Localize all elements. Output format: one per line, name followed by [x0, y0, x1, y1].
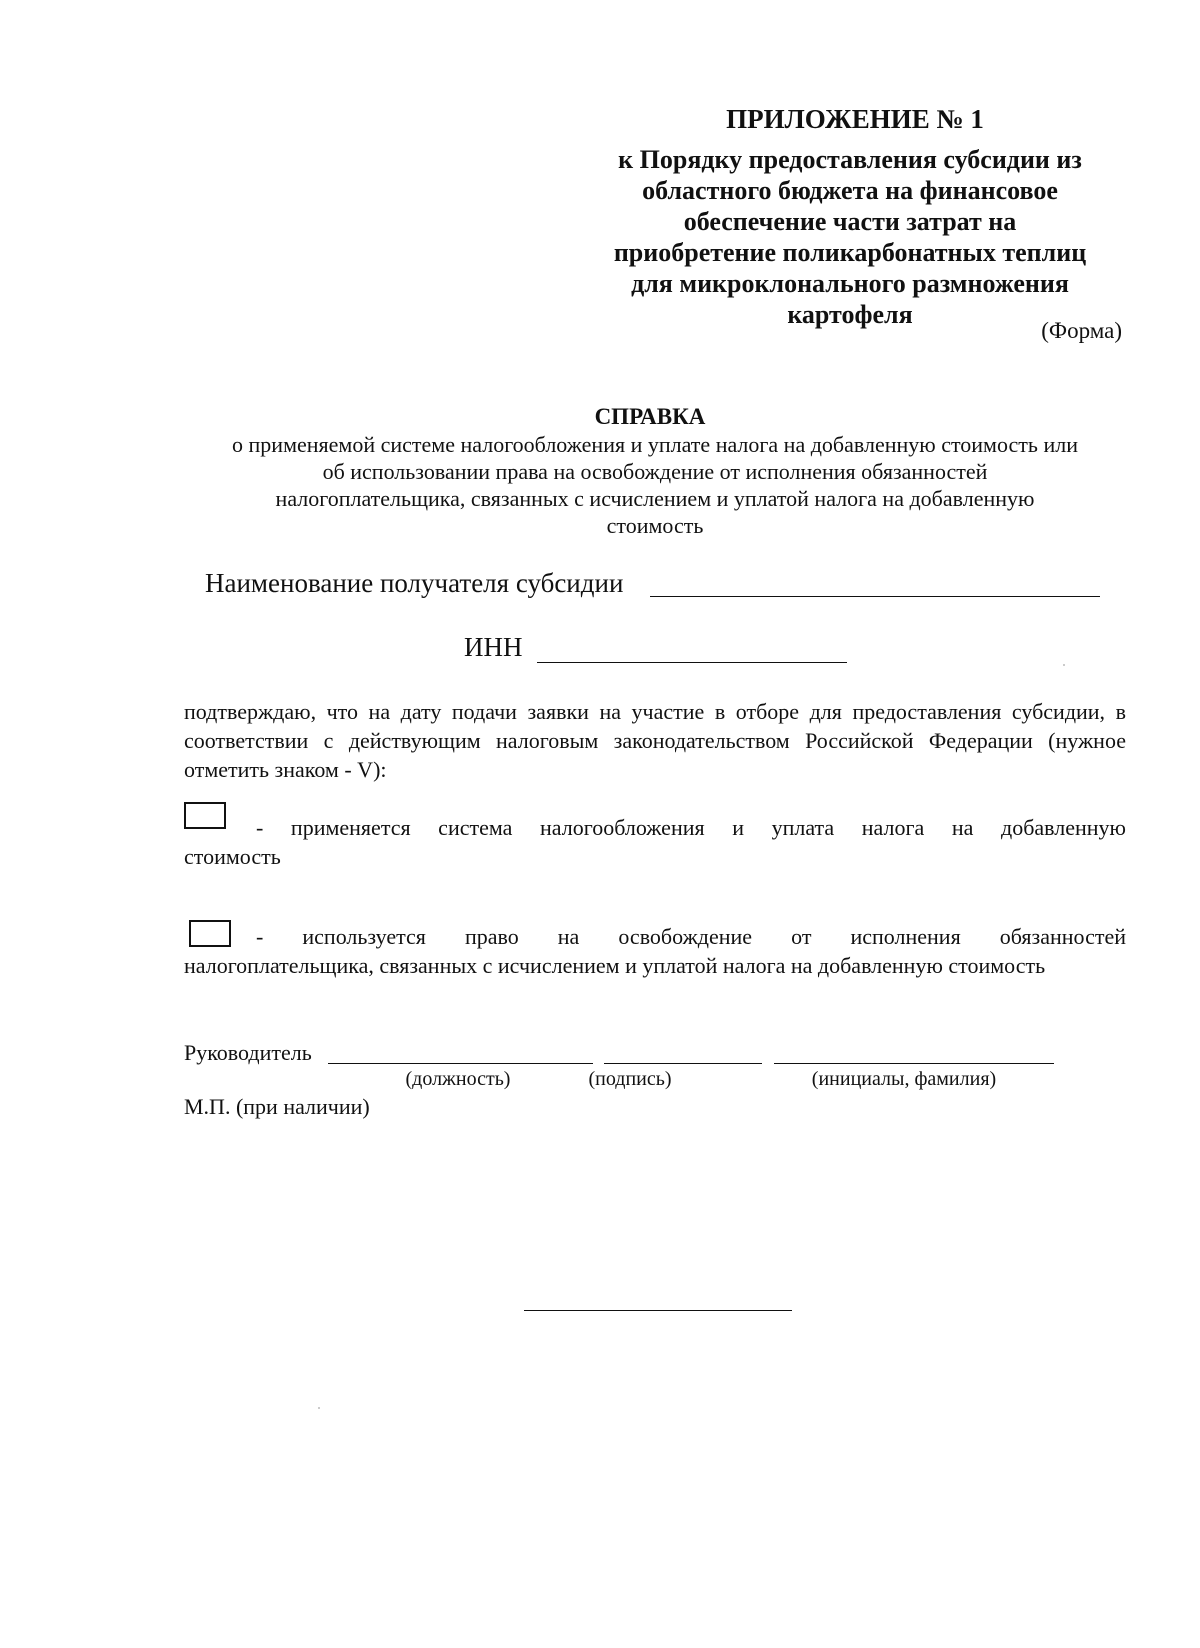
document-title: СПРАВКА: [594, 404, 706, 429]
inn-field[interactable]: [537, 662, 847, 663]
option-text-continued: налогоплательщика, связанных с исчислением и уплатой налога на добавленную стоимость: [184, 953, 1046, 978]
name-caption: (инициалы, фамилия): [811, 1068, 997, 1090]
subtitle-line: о применяемой системе налогообложения и уплате налога на добавленную стоимость или: [232, 432, 1078, 457]
inn-label: ИНН: [464, 632, 523, 662]
option-text: - применяется система налогообложения и уплата налога на добавленную: [256, 815, 1126, 840]
appendix-subtitle: [570, 144, 1130, 330]
form-label: (Форма): [1041, 318, 1122, 343]
scan-speck: [1063, 664, 1065, 666]
subtitle-line: об использовании права на освобождение от исполнения обязанностей: [322, 459, 988, 484]
recipient-name-label: Наименование получателя субсидии: [205, 568, 624, 598]
end-rule: [524, 1310, 792, 1311]
subtitle-line: налогоплательщика, связанных с исчислением и уплатой налога на добавленную: [275, 486, 1035, 511]
subtitle-line: стоимость: [606, 513, 704, 538]
head-label: Руководитель: [184, 1040, 312, 1065]
stamp-label: М.П. (при наличии): [184, 1094, 370, 1119]
recipient-name-field[interactable]: [650, 596, 1100, 597]
position-field[interactable]: [328, 1063, 593, 1064]
document-subtitle: [180, 431, 1130, 539]
appendix-line: для микроклонального размножения: [631, 269, 1069, 298]
scan-speck: [318, 1407, 320, 1409]
vat-exemption-option: [184, 922, 1126, 980]
confirmation-paragraph: подтверждаю, что на дату подачи заявки на участие в отборе для предоставления субсидии, в соответствии с действующим налоговым законодательством Российской Федерации (нужное отметить знаком - V):: [184, 699, 1126, 782]
option-text: - используется право на освобождение от исполнения обязанностей: [256, 924, 1126, 949]
appendix-line: областного бюджета на финансовое: [642, 176, 1058, 205]
position-caption: (должность): [405, 1068, 511, 1090]
appendix-line: обеспечение части затрат на: [683, 207, 1017, 236]
appendix-line: приобретение поликарбонатных теплиц: [613, 238, 1087, 267]
signature-caption: (подпись): [588, 1068, 672, 1090]
appendix-line: к Порядку предоставления субсидии из: [618, 145, 1082, 174]
signature-field[interactable]: [604, 1063, 762, 1064]
option-text-continued: стоимость: [184, 844, 281, 869]
name-field[interactable]: [774, 1063, 1054, 1064]
appendix-line: картофеля: [787, 300, 913, 329]
vat-system-option: [184, 813, 1126, 871]
appendix-title: ПРИЛОЖЕНИЕ № 1: [726, 104, 984, 134]
